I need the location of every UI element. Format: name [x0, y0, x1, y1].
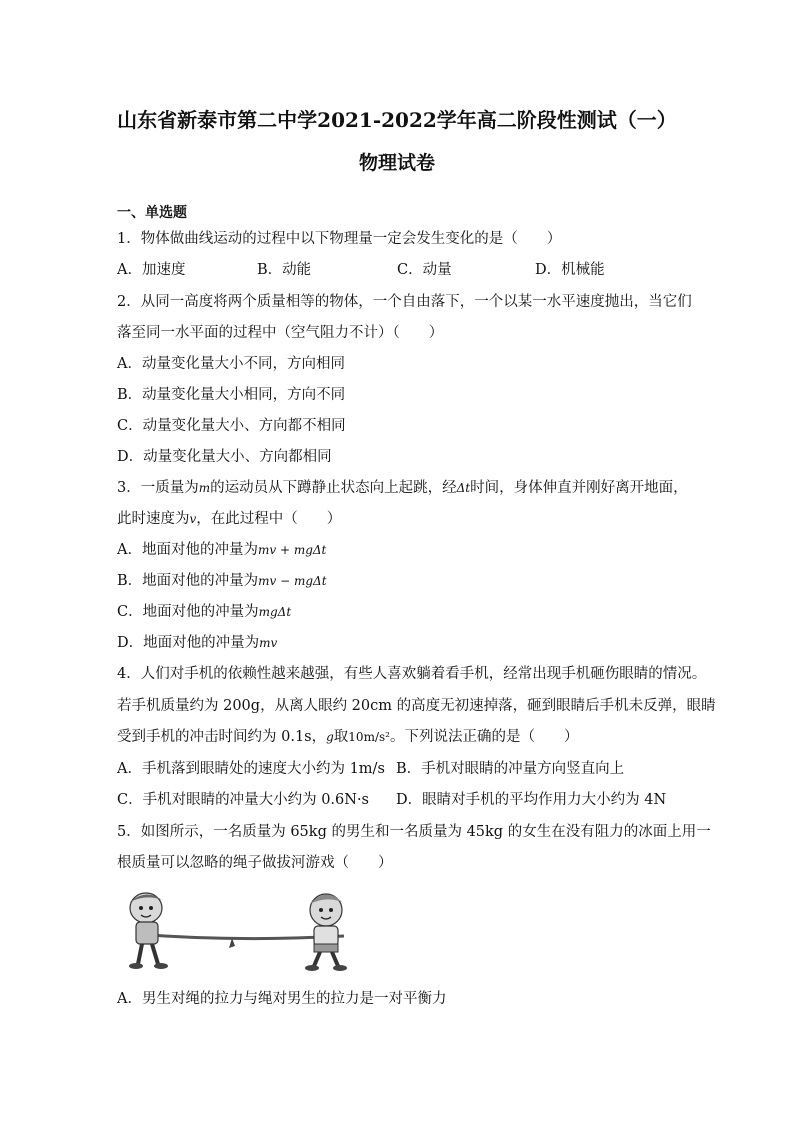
q4-option-d: D．眼睛对手机的平均作用力大小约为 4N [396, 792, 667, 808]
q3-stem-line1 [117, 479, 688, 497]
q4-stem-text-1: 受到手机的冲击时间约为 0.1s， [117, 729, 327, 745]
q4-stem-line3 [117, 728, 578, 746]
q3-option-a-formula: mv + mgΔt [257, 543, 327, 557]
tug-of-war-illustration [116, 886, 366, 974]
q4-option-b: B．手机对眼睛的冲量方向竖直向上 [396, 761, 625, 777]
q3-stem-text-5: ，在此过程中（ ） [196, 511, 342, 527]
q4-stem-line2: 若手机质量约为 200g，从离人眼约 20cm 的高度无初速掉落，砸到眼睛后手机未反弹，眼睛 [117, 698, 716, 714]
q2-option-a: A．动量变化量大小不同，方向相同 [117, 356, 345, 372]
q3-stem-text-1: 3．一质量为 [117, 480, 199, 496]
q1-option-a: A．加速度 [117, 262, 186, 278]
q4-g-symbol: g [326, 730, 334, 744]
q3-stem-line2 [117, 510, 341, 528]
rope [136, 934, 344, 939]
q1-option-b: B．动能 [257, 262, 312, 278]
q3-stem-text-3: 时间，身体伸直并刚好离开地面， [470, 480, 688, 496]
q2-option-d: D．动量变化量大小、方向都相同 [117, 449, 332, 465]
q1-option-c: C．动量 [397, 262, 452, 278]
q1-option-d: D．机械能 [535, 262, 605, 278]
q4-stem-line1: 4．人们对手机的依赖性越来越强，有些人喜欢躺着看手机，经常出现手机砸伤眼睛的情况。 [117, 666, 707, 682]
q3-option-b-label: B．地面对他的冲量为 [117, 573, 259, 589]
q3-option-d-formula: mv [259, 636, 278, 650]
q5-option-a: A．男生对绳的拉力与绳对男生的拉力是一对平衡力 [117, 991, 447, 1007]
q3-option-d-label: D．地面对他的冲量为 [117, 635, 260, 651]
section-heading: 一、单选题 [117, 205, 187, 221]
exam-title: 山东省新泰市第二中学2021-2022学年高二阶段性测试（一） [117, 108, 677, 132]
right-child-figure [305, 894, 347, 971]
q1-stem: 1．物体做曲线运动的过程中以下物理量一定会发生变化的是（ ） [117, 231, 562, 247]
q2-option-b: B．动量变化量大小相同，方向不同 [117, 387, 346, 403]
q3-option-b [117, 572, 327, 590]
q3-option-c-label: C．地面对他的冲量为 [117, 604, 259, 620]
q3-stem-text-4: 此时速度为 [117, 511, 190, 527]
q3-option-b-formula: mv − mgΔt [258, 574, 327, 588]
q3-velocity-symbol: v [189, 512, 197, 526]
q3-delta-t-symbol: Δt [456, 481, 471, 495]
q3-mass-symbol: m [198, 481, 211, 495]
q4-stem-text-3: 。下列说法正确的是（ ） [389, 729, 579, 745]
q3-option-d [117, 634, 277, 652]
q3-option-a-label: A．地面对他的冲量为 [117, 542, 258, 558]
q2-stem-line1: 2．从同一高度将两个质量相等的物体，一个自由落下，一个以某一水平速度抛出，当它们 [117, 294, 692, 310]
q4-option-a: A．手机落到眼睛处的速度大小约为 1m/s [117, 761, 385, 777]
q2-stem-line2: 落至同一水平面的过程中（空气阻力不计）（ ） [117, 325, 444, 341]
q5-stem-line2: 根质量可以忽略的绳子做拔河游戏（ ） [117, 855, 393, 871]
q4-stem-text-2: 取 [333, 729, 349, 745]
q3-option-a [117, 541, 326, 559]
q4-g-value: 10m/s² [348, 730, 390, 744]
q3-option-c-formula: mgΔt [258, 605, 292, 619]
q2-option-c: C．动量变化量大小、方向都不相同 [117, 418, 346, 434]
left-child-figure [129, 893, 168, 969]
q3-option-c [117, 603, 291, 621]
exam-subtitle: 物理试卷 [358, 152, 435, 174]
q5-stem-line1: 5．如图所示，一名质量为 65kg 的男生和一名质量为 45kg 的女生在没有阻力的冰面上用一 [117, 824, 711, 840]
q4-option-c: C．手机对眼睛的冲量大小约为 0.6N·s [117, 792, 370, 808]
q3-stem-text-2: 的运动员从下蹲静止状态向上起跳，经 [210, 480, 457, 496]
